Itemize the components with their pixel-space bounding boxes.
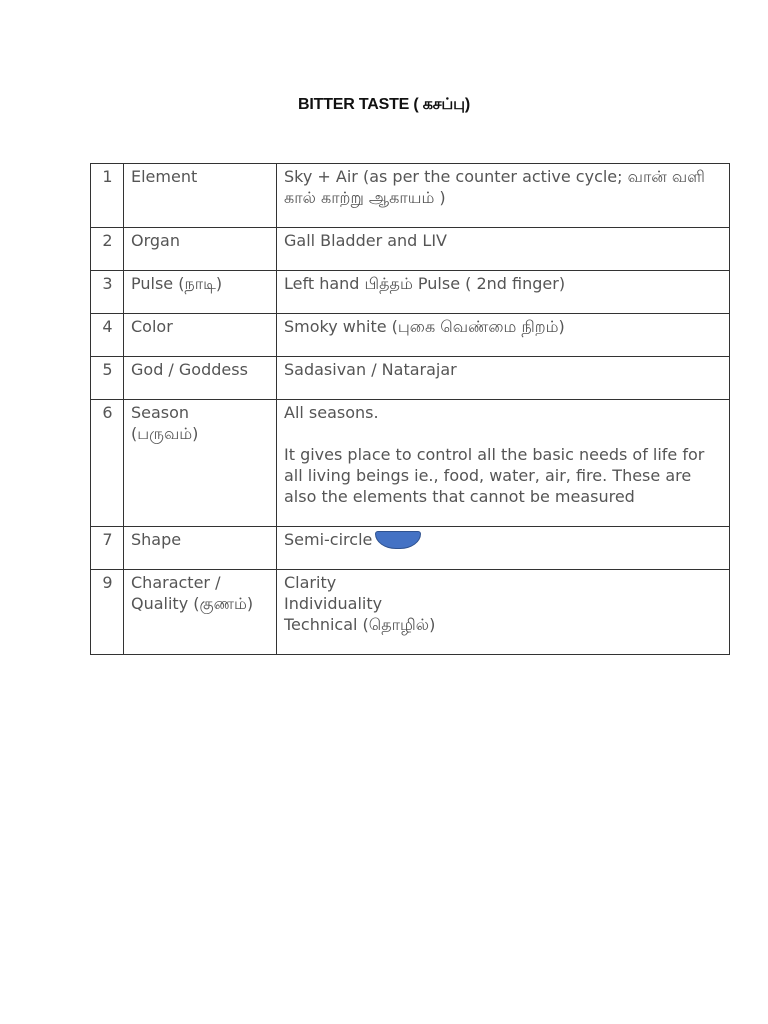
desc-line: Left hand பித்தம் Pulse ( 2nd finger) (284, 274, 566, 293)
row-description (277, 271, 730, 314)
row-description (277, 314, 730, 357)
row-label (124, 314, 277, 357)
table-row (91, 271, 730, 314)
desc-line: Individuality (284, 594, 383, 613)
row-number: 9 (91, 570, 124, 655)
table-row (91, 164, 730, 228)
document-title: BITTER TASTE ( கசப்பு) (298, 96, 470, 113)
row-description (277, 400, 730, 527)
semi-circle-shape-icon (375, 531, 421, 549)
label-line: Quality (குணம்) (131, 594, 254, 613)
table-row (91, 570, 730, 655)
row-label (124, 357, 277, 400)
row-description (277, 570, 730, 655)
row-description (277, 527, 730, 570)
desc-line: Smoky white (புகை வெண்மை நிறம்) (284, 317, 565, 336)
table-row (91, 228, 730, 271)
row-label (124, 400, 277, 527)
row-label (124, 527, 277, 570)
blank-line (284, 423, 723, 444)
properties-table (90, 163, 730, 655)
row-number: 1 (91, 164, 124, 228)
label-line: Element (131, 167, 198, 186)
row-description (277, 357, 730, 400)
row-number: 3 (91, 271, 124, 314)
row-label (124, 164, 277, 228)
desc-line: Technical (தொழில்) (284, 615, 436, 634)
row-description (277, 228, 730, 271)
row-label (124, 570, 277, 655)
desc-line: Semi-circle (284, 530, 373, 549)
desc-line: Sadasivan / Natarajar (284, 360, 457, 379)
row-label (124, 228, 277, 271)
label-line: Character / (131, 573, 221, 592)
row-number: 7 (91, 527, 124, 570)
label-line: Season (131, 403, 190, 422)
row-number: 4 (91, 314, 124, 357)
label-line: God / Goddess (131, 360, 248, 379)
row-number: 2 (91, 228, 124, 271)
label-line: Pulse (நாடி) (131, 274, 223, 293)
row-number: 6 (91, 400, 124, 527)
label-line: Shape (131, 530, 182, 549)
row-label (124, 271, 277, 314)
row-number: 5 (91, 357, 124, 400)
desc-line: All seasons. (284, 403, 379, 422)
table-row (91, 400, 730, 527)
desc-line: It gives place to control all the basic needs of life for all living beings ie., food, water, air, fire. These are also the elements that cannot be measured (284, 445, 705, 506)
label-line: (பருவம்) (131, 424, 199, 443)
table-row (91, 314, 730, 357)
desc-line: Sky + Air (as per the counter active cycle; வான் வளி கால் காற்று ஆகாயம் ) (284, 167, 705, 207)
label-line: Color (131, 317, 173, 336)
table-row (91, 527, 730, 570)
label-line: Organ (131, 231, 180, 250)
desc-line: Clarity (284, 573, 337, 592)
row-description (277, 164, 730, 228)
table-row (91, 357, 730, 400)
desc-line: Gall Bladder and LIV (284, 231, 447, 250)
